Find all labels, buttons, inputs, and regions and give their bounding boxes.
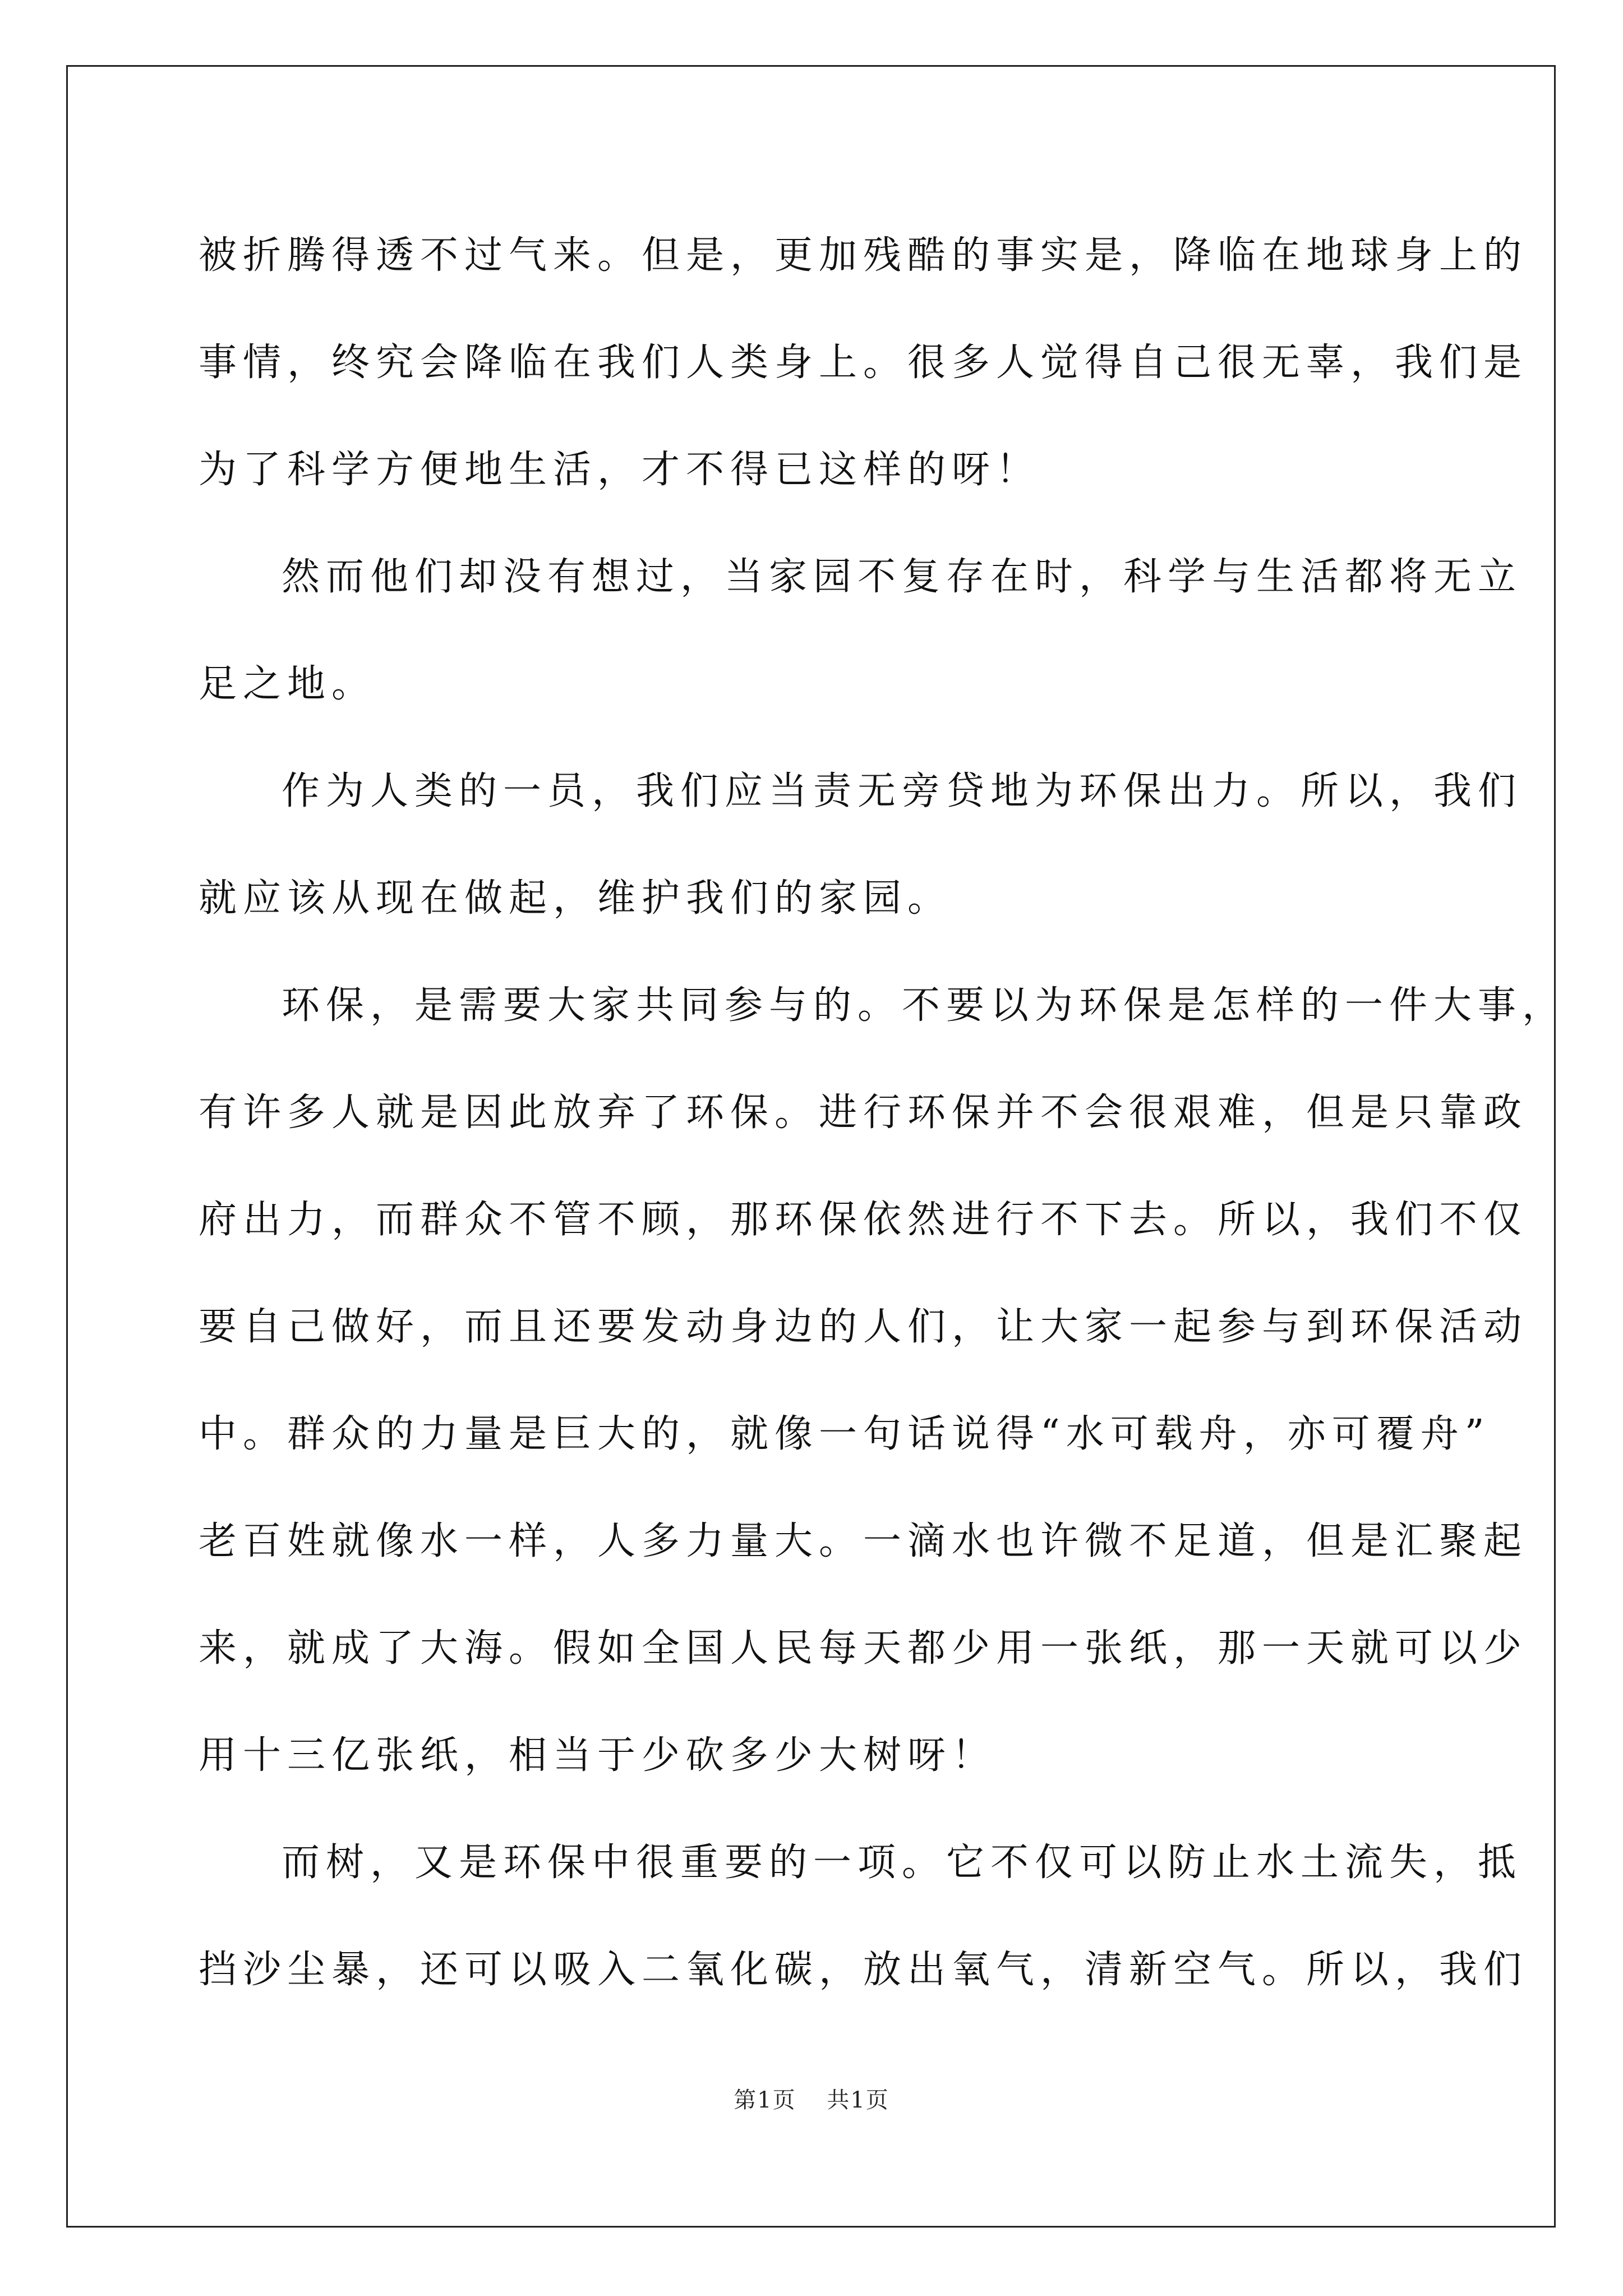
text-line: 中。群众的力量是巨大的，就像一句话说得“水可载舟，亦可覆舟”: [199, 1412, 1491, 1456]
text-line: 就应该从现在做起，维护我们的家园。: [199, 876, 952, 921]
text-line: 作为人类的一员，我们应当责无旁贷地为环保出力。所以，我们: [282, 769, 1523, 813]
document-body: [199, 202, 1567, 2023]
text-line: 老百姓就像水一样，人多力量大。一滴水也许微不足道，但是汇聚起: [199, 1519, 1528, 1563]
text-line: 为了科学方便地生活，才不得已这样的呀！: [199, 448, 1041, 492]
text-line: 要自己做好，而且还要发动身边的人们，让大家一起参与到环保活动: [199, 1305, 1528, 1349]
page-footer: [0, 2082, 1623, 2114]
page-number: 第1页: [734, 2087, 796, 2113]
text-line: 府出力，而群众不管不顾，那环保依然进行不下去。所以，我们不仅: [199, 1198, 1528, 1242]
text-line: 来，就成了大海。假如全国人民每天都少用一张纸，那一天就可以少: [199, 1626, 1528, 1671]
text-line: 然而他们却没有想过，当家园不复存在时，科学与生活都将无立: [282, 555, 1523, 599]
text-line: 有许多人就是因此放弃了环保。进行环保并不会很艰难，但是只靠政: [199, 1091, 1528, 1135]
text-line: 而树，又是环保中很重要的一项。它不仅可以防止水土流失，抵: [282, 1841, 1523, 1885]
page-total: 共1页: [827, 2087, 889, 2113]
text-line: 环保，是需要大家共同参与的。不要以为环保是怎样的一件大事，: [282, 983, 1567, 1028]
text-line: 用十三亿张纸，相当于少砍多少大树呀！: [199, 1733, 997, 1778]
text-line: 足之地。: [199, 662, 376, 706]
text-line: 事情，终究会降临在我们人类身上。很多人觉得自己很无辜，我们是: [199, 341, 1528, 385]
text-line: 挡沙尘暴，还可以吸入二氧化碳，放出氧气，清新空气。所以，我们: [199, 1948, 1528, 1992]
text-line: 被折腾得透不过气来。但是，更加残酷的事实是，降临在地球身上的: [199, 233, 1528, 278]
